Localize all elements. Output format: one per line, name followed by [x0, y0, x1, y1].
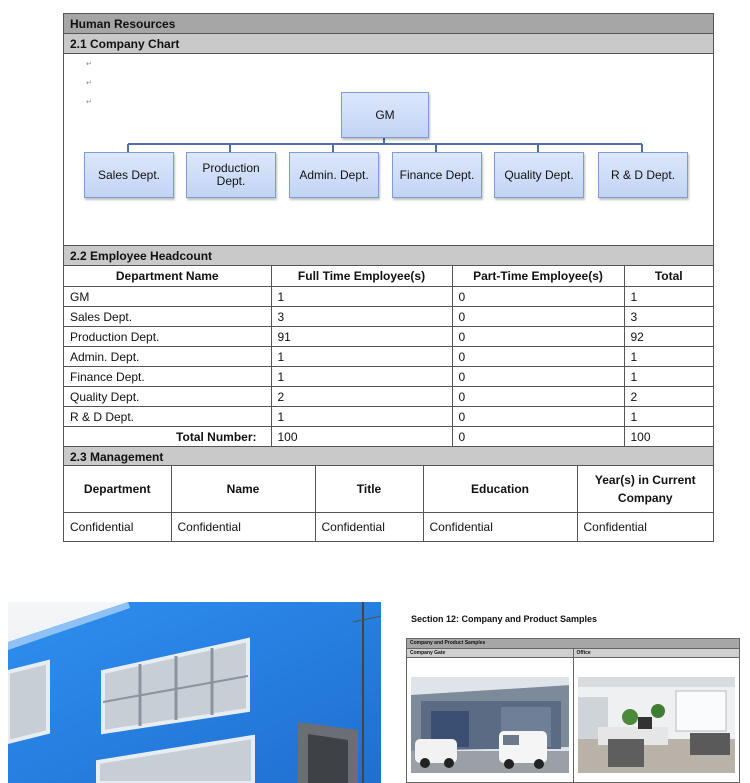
- table-cell: GM: [64, 287, 271, 307]
- table-cell: R & D Dept.: [64, 407, 271, 427]
- table-row: [64, 513, 713, 542]
- table-cell: 2: [271, 387, 452, 407]
- org-chart-connectors: [64, 54, 713, 246]
- table-cell: Confidential: [315, 513, 423, 542]
- table-cell: 3: [624, 307, 713, 327]
- column-header: Total: [624, 266, 713, 287]
- table-row: [64, 307, 713, 327]
- building-photo: [8, 602, 381, 783]
- table-cell: 0: [452, 367, 624, 387]
- table-cell: Confidential: [577, 513, 713, 542]
- table-cell: 1: [624, 287, 713, 307]
- table-row: [64, 327, 713, 347]
- table-cell: 92: [624, 327, 713, 347]
- company-gate-label: Company Gate: [407, 649, 573, 658]
- table-cell: 1: [624, 407, 713, 427]
- headcount-heading: 2.2 Employee Headcount: [64, 246, 713, 266]
- samples-table-title: Company and Product Samples: [407, 639, 739, 649]
- table-cell: 3: [271, 307, 452, 327]
- table-row: [64, 347, 713, 367]
- column-header: Part-Time Employee(s): [452, 266, 624, 287]
- table-cell: Production Dept.: [64, 327, 271, 347]
- total-row: [64, 427, 713, 447]
- office-cell: [573, 649, 740, 783]
- org-box-admin: Admin. Dept.: [289, 152, 379, 198]
- table-cell: 0: [452, 387, 624, 407]
- table-cell: 0: [452, 287, 624, 307]
- paragraph-mark-icon: ↵: [86, 99, 92, 106]
- org-box-production: Production Dept.: [186, 152, 276, 198]
- table-cell: 0: [452, 407, 624, 427]
- hr-title: Human Resources: [64, 14, 713, 34]
- table-cell: 2: [624, 387, 713, 407]
- table-cell: Confidential: [171, 513, 315, 542]
- column-header: Department: [64, 466, 171, 513]
- company-chart-heading: 2.1 Company Chart: [64, 34, 713, 54]
- table-cell: 1: [624, 367, 713, 387]
- org-box-quality: Quality Dept.: [494, 152, 584, 198]
- column-header: Education: [423, 466, 577, 513]
- table-cell: 1: [271, 367, 452, 387]
- org-box-finance: Finance Dept.: [392, 152, 482, 198]
- column-header: Department Name: [64, 266, 271, 287]
- table-row: [64, 287, 713, 307]
- org-box-sales: Sales Dept.: [84, 152, 174, 198]
- table-cell: 1: [271, 347, 452, 367]
- table-cell: Admin. Dept.: [64, 347, 271, 367]
- table-cell: 1: [624, 347, 713, 367]
- management-heading: 2.3 Management: [64, 446, 713, 466]
- org-chart: [64, 54, 713, 246]
- table-cell: 0: [452, 347, 624, 367]
- column-header: Name: [171, 466, 315, 513]
- table-cell: Confidential: [64, 513, 171, 542]
- company-gate-photo: [411, 677, 569, 773]
- column-header: Full Time Employee(s): [271, 266, 452, 287]
- table-cell: 91: [271, 327, 452, 347]
- headcount-table: [64, 266, 713, 446]
- table-cell: Sales Dept.: [64, 307, 271, 327]
- column-header: Year(s) in Current Company: [577, 466, 713, 513]
- table-row: [64, 387, 713, 407]
- total-label: Total Number:: [64, 427, 271, 447]
- office-label: Office: [574, 649, 740, 658]
- org-box-rd: R & D Dept.: [598, 152, 688, 198]
- office-photo: [578, 677, 736, 773]
- table-row: [64, 367, 713, 387]
- table-cell: 0: [452, 427, 624, 447]
- company-gate-cell: [407, 649, 573, 783]
- table-cell: Confidential: [423, 513, 577, 542]
- table-header-row: [64, 266, 713, 287]
- samples-table: [406, 638, 740, 783]
- table-cell: Quality Dept.: [64, 387, 271, 407]
- table-header-row: [64, 466, 713, 513]
- management-table: [64, 466, 713, 541]
- table-row: [64, 407, 713, 427]
- section-12-title: Section 12: Company and Product Samples: [411, 614, 598, 624]
- paragraph-mark-icon: ↵: [86, 61, 92, 68]
- human-resources-section: [63, 13, 714, 542]
- table-cell: 100: [271, 427, 452, 447]
- org-box-gm: GM: [341, 92, 429, 138]
- paragraph-mark-icon: ↵: [86, 80, 92, 87]
- table-cell: Finance Dept.: [64, 367, 271, 387]
- table-cell: 0: [452, 307, 624, 327]
- table-cell: 1: [271, 407, 452, 427]
- table-cell: 1: [271, 287, 452, 307]
- table-cell: 0: [452, 327, 624, 347]
- table-cell: 100: [624, 427, 713, 447]
- column-header: Title: [315, 466, 423, 513]
